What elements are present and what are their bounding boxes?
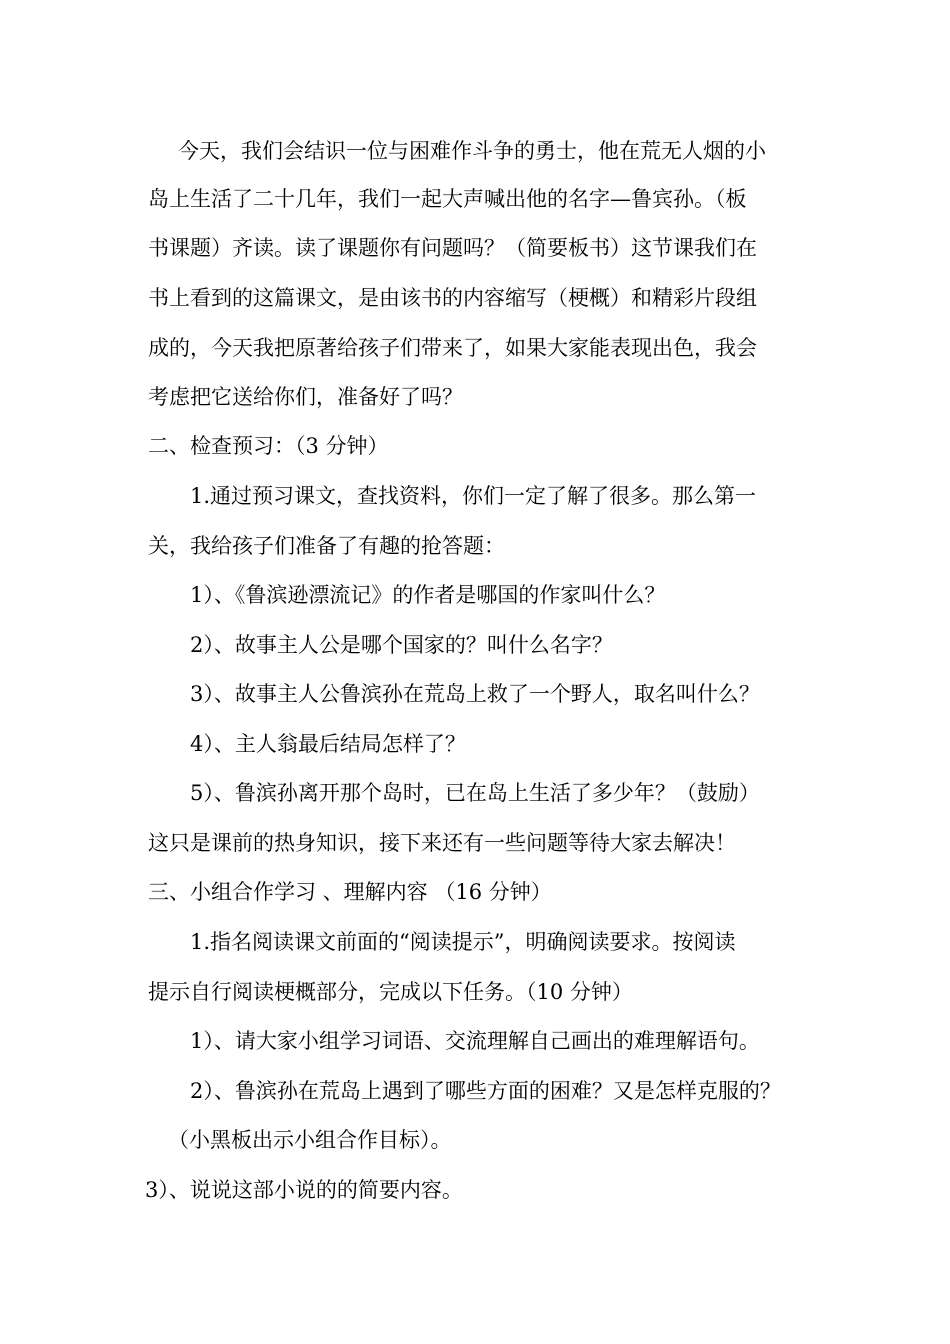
question-item: 3）、故事主人公鲁滨孙在荒岛上救了一个野人，取名叫什么？ [190, 682, 760, 706]
paragraph-line: 这只是课前的热身知识，接下来还有一些问题等待大家去解决！ [148, 831, 736, 855]
task-item: 1）、请大家小组学习词语、交流理解自己画出的难理解语句。 [190, 1029, 760, 1053]
section-heading: 二、检查预习：（3 分钟） [148, 434, 389, 458]
question-item: 5）、鲁滨孙离开那个岛时，已在岛上生活了多少年？（鼓励） [190, 781, 760, 805]
section-heading: 三、小组合作学习 、理解内容 （16 分钟） [148, 880, 552, 904]
paragraph-line: 岛上生活了二十几年，我们一起大声喊出他的名字—鲁宾孙。（板 [148, 187, 747, 211]
question-item: 1）、《鲁滨逊漂流记》的作者是哪国的作家叫什么？ [190, 583, 666, 607]
question-item: 2）、故事主人公是哪个国家的？叫什么名字？ [190, 633, 613, 657]
paragraph-line: 书上看到的这篇课文，是由该书的内容缩写（梗概）和精彩片段组 [148, 286, 757, 310]
paragraph-line: 1.指名阅读课文前面的“阅读提示”，明确阅读要求。按阅读 [190, 930, 736, 954]
task-item: 2）、鲁滨孙在荒岛上遇到了哪些方面的困难？又是怎样克服的？ [190, 1079, 781, 1103]
paragraph-line: 考虑把它送给你们，准备好了吗？ [148, 385, 463, 409]
question-item: 4）、主人翁最后结局怎样了？ [190, 732, 466, 756]
paragraph-line: （小黑板出示小组合作目标）。 [168, 1128, 452, 1152]
paragraph-line: 书课题）齐读。读了课题你有问题吗？（简要板书）这节课我们在 [148, 236, 757, 260]
paragraph-line: 今天，我们会结识一位与困难作斗争的勇士，他在荒无人烟的小 [178, 139, 766, 163]
paragraph-line: 提示自行阅读梗概部分，完成以下任务。（10 分钟） [148, 980, 633, 1004]
paragraph-line: 1.通过预习课文，查找资料，你们一定了解了很多。那么第一 [190, 484, 757, 508]
paragraph-line: 关，我给孩子们准备了有趣的抢答题： [148, 534, 505, 558]
paragraph-line: 成的，今天我把原著给孩子们带来了，如果大家能表现出色，我会 [148, 336, 757, 360]
task-item: 3）、说说这部小说的的简要内容。 [145, 1178, 463, 1202]
